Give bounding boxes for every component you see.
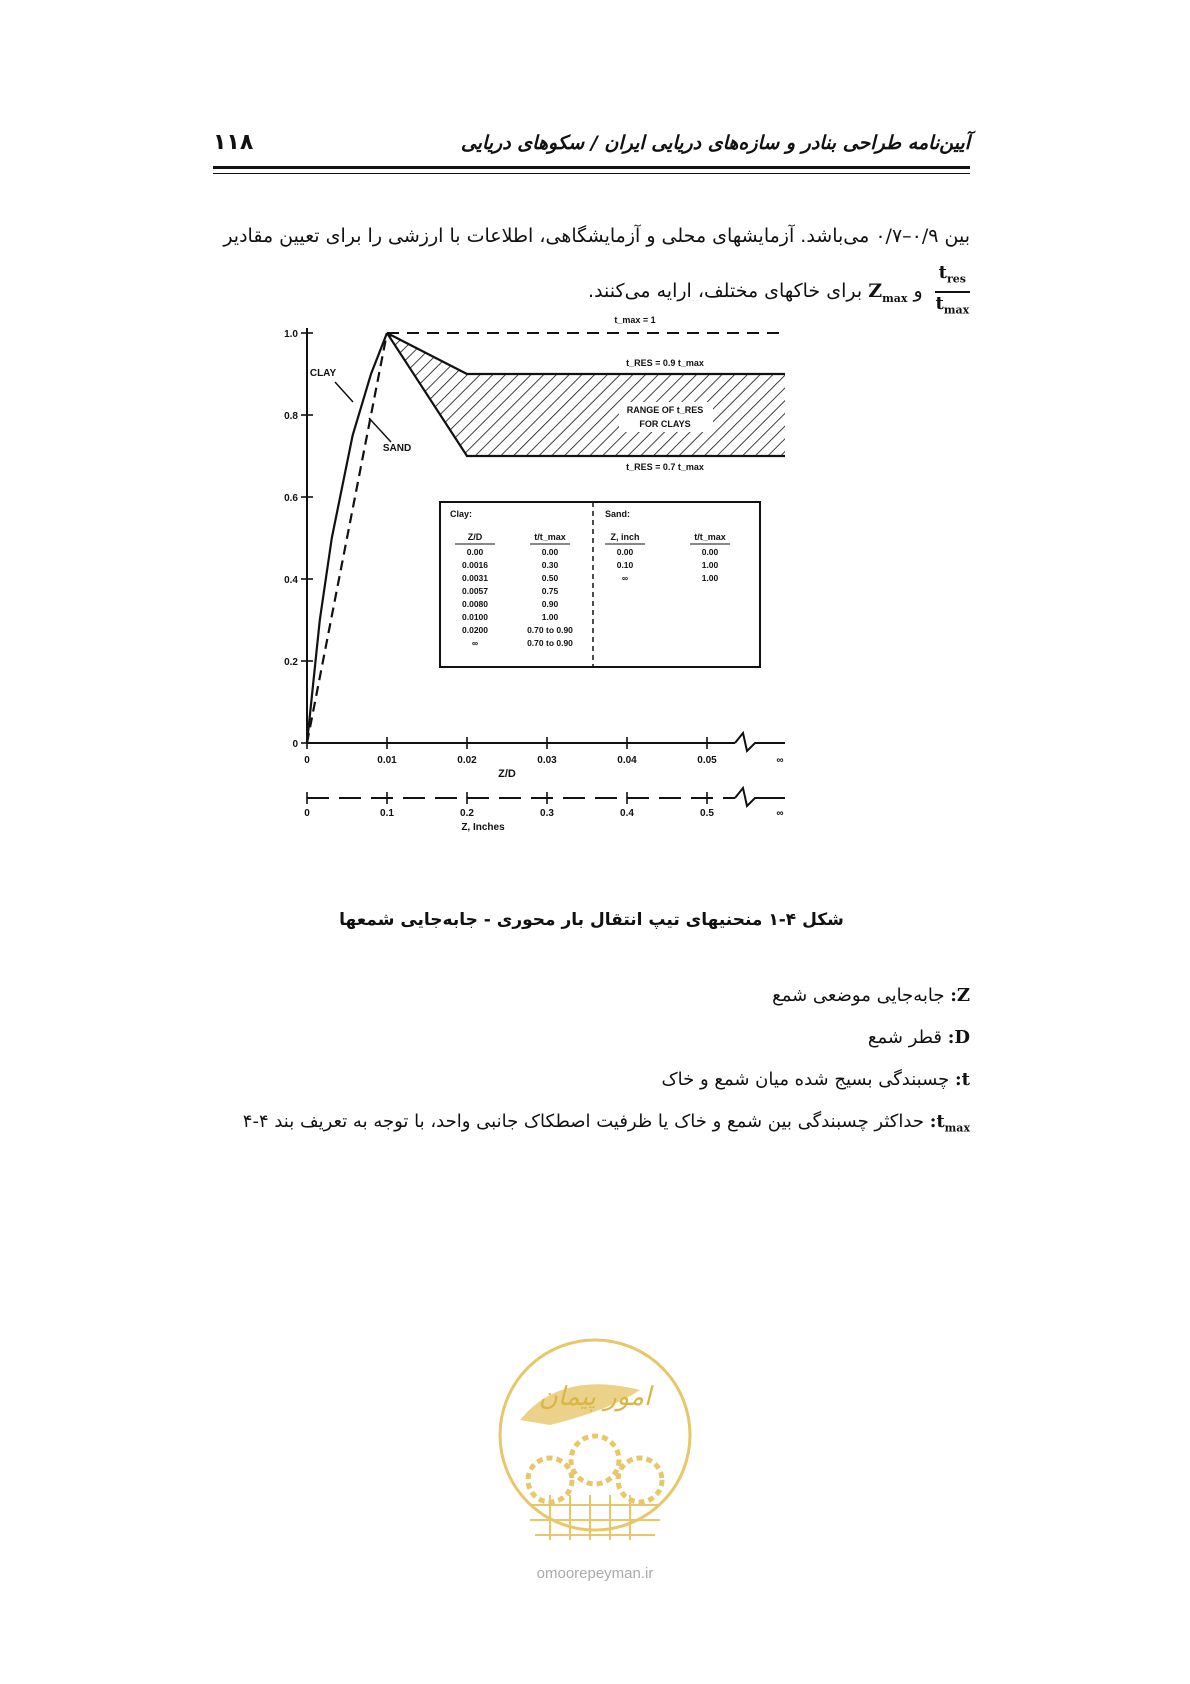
x2-tick-label: 0.5 [700, 808, 714, 819]
intro-line2-text: برای خاکهای مختلف، ارایه می‌کنند. [588, 280, 863, 303]
clay-header: Z/D [467, 532, 483, 542]
logo-site-text: omoorepeyman.ir [536, 1565, 654, 1582]
page-header [213, 128, 970, 176]
clay-label: CLAY [309, 368, 337, 379]
x-tick-label: 0.03 [537, 755, 557, 766]
x2-tick-label: ∞ [776, 808, 784, 819]
y-tick-label: 0.8 [284, 411, 298, 422]
tz-curve-chart [284, 315, 895, 890]
range-band-layer [387, 333, 785, 456]
range-band-hatch [387, 333, 785, 456]
sand-header: t/t_max [694, 532, 726, 542]
page-number: ۱۱۸ [213, 130, 254, 155]
clay-cell-zd: 0.0200 [462, 625, 488, 635]
sand-cell-z: 0.10 [616, 560, 634, 570]
values-table-layer [440, 502, 760, 667]
watermark-logo-image [490, 1330, 700, 1590]
watermark-logo [490, 1330, 700, 1594]
x-tick-label: 0.02 [457, 755, 477, 766]
x2-axis-break [735, 788, 785, 806]
sand-cell-z: 0.00 [616, 547, 634, 557]
x2-tick-label: 0.1 [380, 808, 394, 819]
clay-cell-zd: 0.0100 [462, 612, 488, 622]
x-axis-label: Z/D [498, 768, 516, 780]
sand-cell-ratio: 1.00 [701, 573, 719, 583]
range-annotation-2: FOR CLAYS [639, 419, 691, 429]
clay-cell-zd: ∞ [471, 638, 479, 648]
intro-paragraph-line2 [213, 262, 970, 321]
clay-cell-ratio: 0.75 [541, 586, 559, 596]
clay-cell-ratio: 0.70 to 0.90 [527, 625, 573, 635]
clay-cell-ratio: 0.70 to 0.90 [527, 638, 573, 648]
sand-cell-ratio: 1.00 [701, 560, 719, 570]
x2-tick-label: 0.4 [620, 808, 634, 819]
clay-header: t/t_max [534, 532, 566, 542]
x-tick-label: 0 [304, 755, 310, 766]
sand-table-title: Sand: [605, 509, 631, 519]
x2-axis-label: Z, Inches [461, 822, 505, 833]
x-axis-break [735, 733, 785, 751]
y-tick-label: 0.2 [284, 657, 298, 668]
header-rule-thin [213, 173, 970, 174]
y-tick-label: 0.4 [284, 575, 298, 586]
tres-lower-annotation: t_RES = 0.7 t_max [626, 462, 704, 472]
tres-upper-annotation: t_RES = 0.9 t_max [626, 358, 704, 368]
and-word: و [913, 280, 923, 303]
intro-paragraph-line1: بین ۰/۹–۰/۷ می‌باشد. آزمایشهای محلی و آزمایشگاهی، اطلاعات با ارزشی را برای تعیین مقادیر [223, 225, 970, 247]
clay-table-title: Clay: [450, 509, 473, 519]
clay-leader [335, 382, 353, 402]
sand-cell-z: ∞ [621, 573, 629, 583]
x2-tick-label: 0 [304, 808, 310, 819]
definition-d: D: قطر شمع [867, 1027, 970, 1048]
x2-tick-label: 0.2 [460, 808, 474, 819]
clay-cell-ratio: 0.00 [541, 547, 559, 557]
logo-script-text: امور پیمان [538, 1382, 652, 1412]
zmax-symbol: $Z_{max}$ [868, 280, 908, 305]
clay-cell-ratio: 1.00 [541, 612, 559, 622]
clay-cell-zd: 0.0080 [462, 599, 488, 609]
clay-cell-ratio: 0.90 [541, 599, 559, 609]
book-title: آیین‌نامه طراحی بنادر و سازه‌های دریایی ایران / سکوهای دریایی [460, 132, 970, 154]
clay-cell-ratio: 0.50 [541, 573, 559, 583]
sand-cell-ratio: 0.00 [701, 547, 719, 557]
x-tick-label: ∞ [776, 755, 784, 766]
sand-leader [369, 418, 391, 442]
header-rule [213, 166, 970, 169]
tres-over-tmax-fraction: $\frac{t_{res}}{t_{max}}$ [935, 262, 970, 317]
clay-cell-zd: 0.0057 [462, 586, 488, 596]
y-tick-label: 0 [292, 739, 298, 750]
range-annotation: RANGE OF t_RES [626, 405, 704, 415]
y-tick-label: 1.0 [284, 329, 298, 340]
clay-cell-zd: 0.0016 [462, 560, 488, 570]
definition-z: Z: جابه‌جایی موضعی شمع [772, 985, 970, 1006]
tmax-annotation: t_max = 1 [614, 315, 656, 325]
x2-tick-label: 0.3 [540, 808, 554, 819]
values-table-frame [440, 502, 760, 667]
definition-t: t: چسبندگی بسیج شده میان شمع و خاک [661, 1069, 970, 1090]
definition-tmax: $t_{max}$: حداکثر چسبندگی بین شمع و خاک یا ظرفیت اصطکاک جانبی واحد، با توجه به تعریف بند ۴-۴ [242, 1111, 970, 1135]
sand-label: SAND [382, 443, 412, 454]
y-tick-label: 0.6 [284, 493, 298, 504]
x-tick-label: 0.05 [697, 755, 717, 766]
figure-caption: شکل ۴-۱ منحنیهای تیپ انتقال بار محوری - جابه‌جایی شمعها [339, 910, 844, 930]
clay-cell-zd: 0.0031 [462, 573, 488, 583]
sand-header: Z, inch [610, 532, 640, 542]
x-tick-label: 0.04 [617, 755, 637, 766]
x-tick-label: 0.01 [377, 755, 397, 766]
load-transfer-figure [284, 315, 895, 894]
clay-cell-zd: 0.00 [466, 547, 484, 557]
clay-cell-ratio: 0.30 [541, 560, 559, 570]
